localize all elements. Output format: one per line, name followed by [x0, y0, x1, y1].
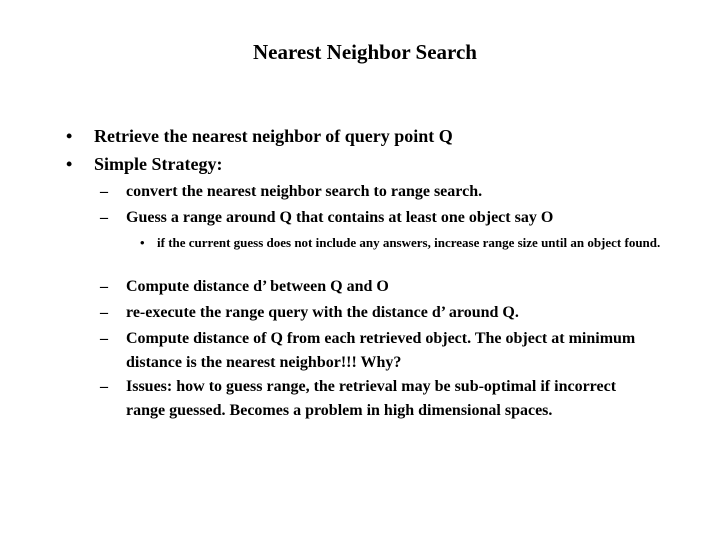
bullet-marker: • — [66, 126, 73, 146]
sub-item-text: Guess a range around Q that contains at least one object say O — [126, 209, 554, 226]
sub-item-text: convert the nearest neighbor search to range search. — [126, 183, 483, 200]
sub-item-text: Compute distance d’ between Q and O — [126, 278, 389, 295]
dash-marker: – — [100, 183, 108, 200]
sub-sub-item-text: if the current guess does not include any answers, increase range size until an object found. — [157, 235, 661, 250]
bullet-text: Simple Strategy: — [94, 154, 223, 174]
dash-marker: – — [100, 278, 108, 295]
bullet-marker: • — [66, 154, 73, 174]
dash-marker: – — [100, 330, 108, 347]
sub-item-text: Issues: how to guess range, the retrieval may be sub-optimal if incorrect range guessed. Becomes a problem in high dimensional spaces. — [126, 378, 617, 419]
sub-item-text: re-execute the range query with the distance d’ around Q. — [126, 304, 519, 321]
sub-item-text: Compute distance of Q from each retrieved object. The object at minimum distance is the nearest neighbor!!! Why? — [126, 330, 636, 371]
dash-marker: – — [100, 209, 108, 226]
slide-title: Nearest Neighbor Search — [253, 40, 477, 64]
sub-bullet-marker: • — [140, 235, 145, 250]
dash-marker: – — [100, 378, 108, 395]
bullet-text: Retrieve the nearest neighbor of query point Q — [94, 126, 453, 146]
dash-marker: – — [100, 304, 108, 321]
